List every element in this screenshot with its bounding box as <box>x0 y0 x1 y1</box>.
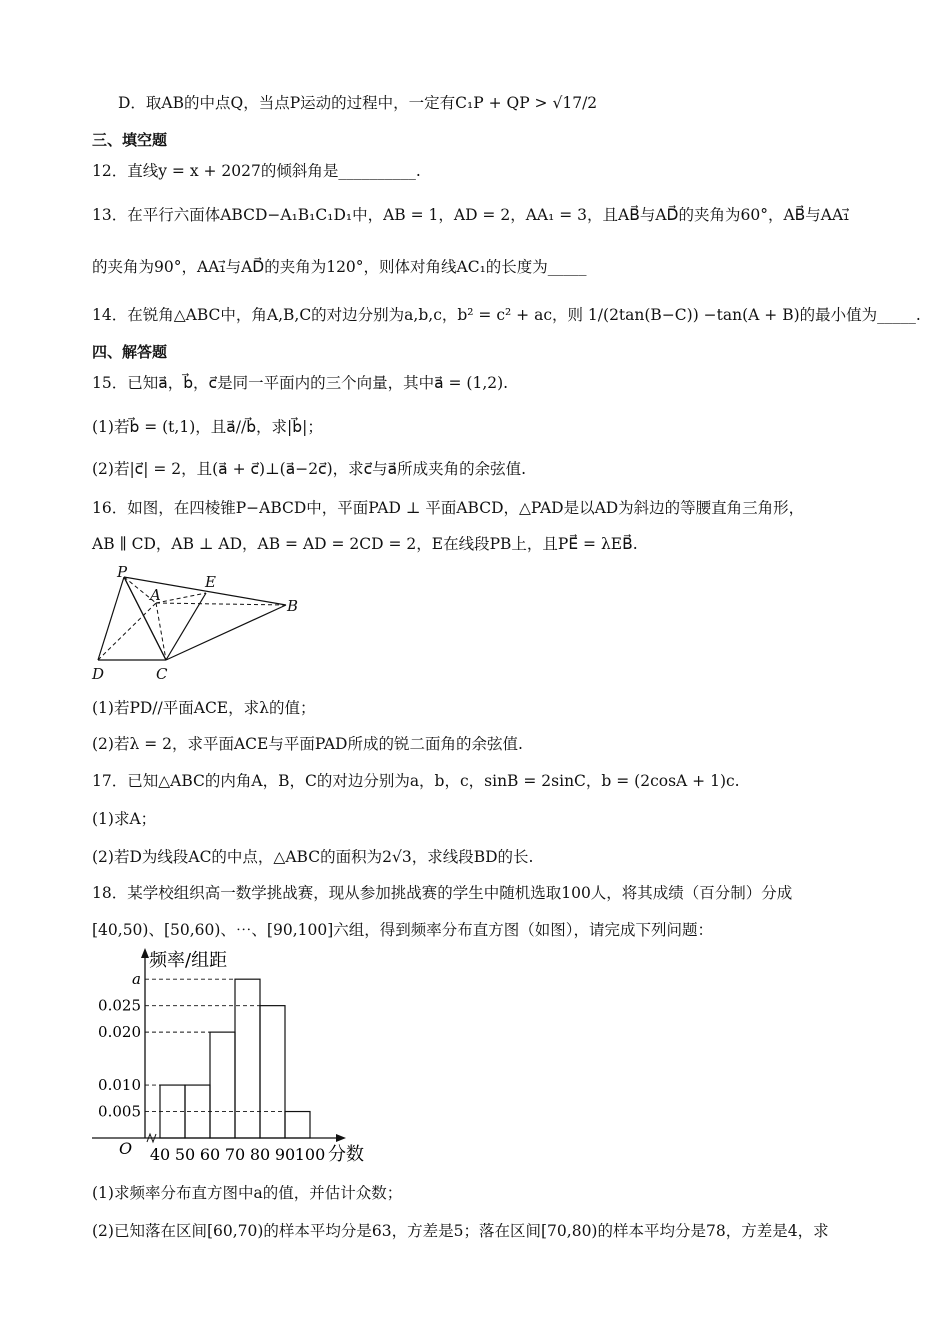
x-tick-label: 40 <box>149 1145 171 1164</box>
q16-part1: (1)若PD//平面ACE，求λ的值； <box>92 699 316 717</box>
y-axis-label: 频率/组距 <box>149 950 228 971</box>
x-tick-label: 80 <box>249 1145 271 1164</box>
x-axis-label: 分数 <box>328 1144 364 1165</box>
q15: 15．已知a⃗，b⃗，c⃗是同一平面内的三个向量，其中a⃗ = (1,2). <box>92 374 509 392</box>
histogram-bar <box>260 1006 285 1138</box>
y-tick-label: 0.005 <box>98 1102 141 1121</box>
label-a: A <box>150 586 161 604</box>
label-p: P <box>117 563 128 581</box>
q14: 14．在锐角△ABC中，角A,B,C的对边分别为a,b,c，b² = c² + ac，则 1/(2tan(B−C)) −tan(A + B)的最小值为_____. <box>92 306 921 324</box>
y-axis-arrow <box>141 948 149 958</box>
q17: 17．已知△ABC的内角A，B，C的对边分别为a，b，c，sinB = 2sinC，b = (2cosA + 1)c. <box>92 772 740 790</box>
q13-line1: 13．在平行六面体ABCD−A₁B₁C₁D₁中，AB = 1，AD = 2，AA₁ = 3，且AB⃗与AD⃗的夹角为60°，AB⃗与AA₁⃗ <box>92 206 850 224</box>
origin-label: O <box>119 1139 133 1158</box>
q16-part2: (2)若λ = 2，求平面ACE与平面PAD所成的锐二面角的余弦值. <box>92 735 523 753</box>
histogram-bar <box>285 1112 310 1138</box>
label-c: C <box>156 665 168 683</box>
q15-part1: (1)若b⃗ = (t,1)，且a⃗//b⃗，求|b⃗|； <box>92 418 323 436</box>
section-fill-blank: 三、填空题 <box>92 131 168 149</box>
x-tick-label: 90 <box>274 1145 296 1164</box>
section-answers: 四、解答题 <box>92 343 168 361</box>
x-tick-label: 70 <box>224 1145 246 1164</box>
q16-line1: 16．如图，在四棱锥P−ABCD中，平面PAD ⊥ 平面ABCD，△PAD是以AD为斜边的等腰直角三角形， <box>92 499 805 517</box>
axis-break-mark <box>147 1134 156 1142</box>
q17-part2: (2)若D为线段AC的中点，△ABC的面积为2√3，求线段BD的长. <box>92 848 534 866</box>
x-tick-label: 100 <box>294 1145 326 1164</box>
y-tick-label: 0.020 <box>98 1023 141 1042</box>
q11-option-d: D．取AB的中点Q，当点P运动的过程中，一定有C₁P + QP > √17/2 <box>118 94 598 112</box>
y-tick-label: 0.025 <box>98 996 141 1015</box>
q16-line2: AB ∥ CD，AB ⊥ AD，AB = AD = 2CD = 2，E在线段PB上，且PE⃗ = λEB⃗. <box>92 535 638 553</box>
q18-line2: [40,50)、[50,60)、⋯、[90,100]六组，得到频率分布直方图（如图），请完成下列问题： <box>92 921 714 939</box>
histogram-bar <box>210 1032 235 1138</box>
q18-part1: (1)求频率分布直方图中a的值，并估计众数； <box>92 1184 403 1202</box>
q12: 12．直线y = x + 2027的倾斜角是__________. <box>92 162 421 180</box>
label-d: D <box>92 665 105 683</box>
x-tick-label: 60 <box>199 1145 221 1164</box>
x-axis-arrow <box>336 1134 346 1142</box>
q18-line1: 18．某学校组织高一数学挑战赛，现从参加挑战赛的学生中随机选取100人，将其成绩（百分制）分成 <box>92 884 793 902</box>
frequency-histogram <box>88 946 388 1171</box>
y-tick-label: 0.010 <box>98 1076 141 1095</box>
q13-line2: 的夹角为90°，AA₁⃗与AD⃗的夹角为120°，则体对角线AC₁的长度为_____ <box>92 258 587 276</box>
label-b: B <box>287 597 299 615</box>
q15-part2: (2)若|c⃗| = 2，且(a⃗ + c⃗)⊥(a⃗−2c⃗)，求c⃗与a⃗所成夹角的余弦值. <box>92 460 527 478</box>
q17-part1: (1)求A； <box>92 810 157 828</box>
histogram-bar <box>235 979 260 1138</box>
q18-part2: (2)已知落在区间[60,70)的样本平均分是63，方差是5；落在区间[70,80)的样本平均分是78，方差是4，求 <box>92 1222 829 1240</box>
y-tick-label: a <box>132 970 141 989</box>
label-e: E <box>205 573 216 591</box>
pyramid-figure <box>90 563 320 688</box>
x-tick-label: 50 <box>174 1145 196 1164</box>
